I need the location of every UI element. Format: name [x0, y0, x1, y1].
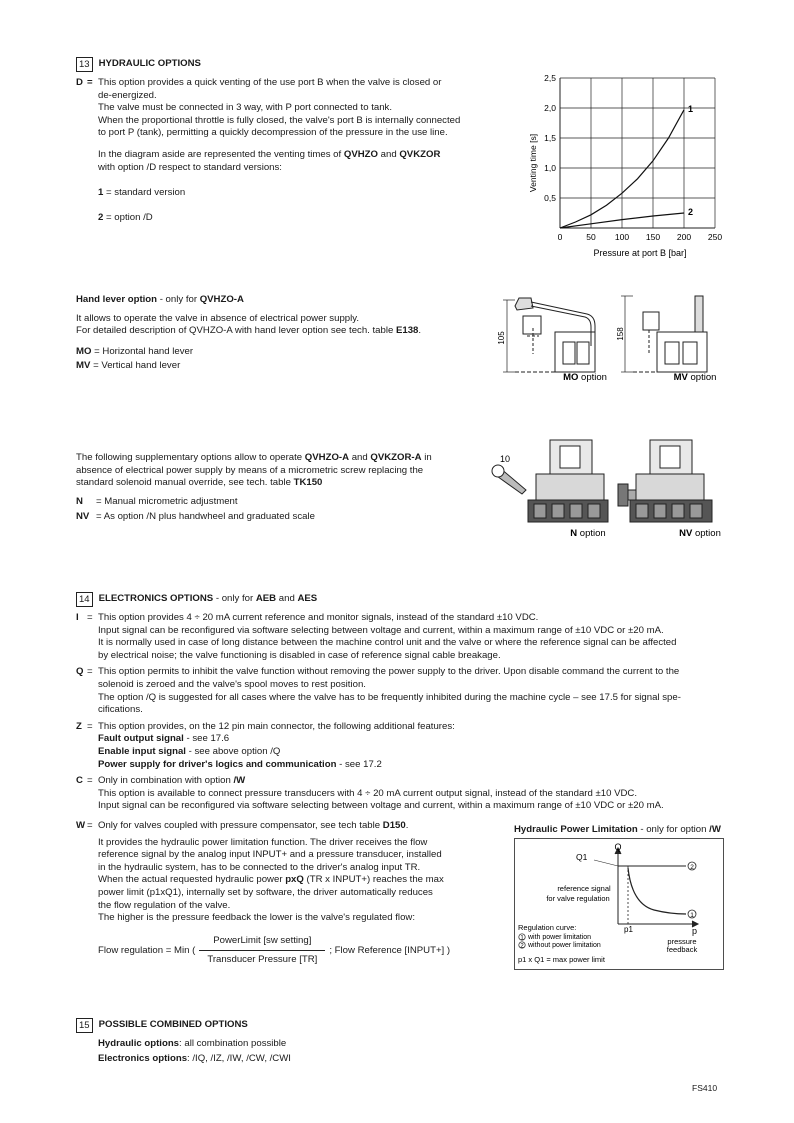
hpl-legend-1-marker: 1: [520, 935, 524, 942]
hand-lever-block: [76, 294, 476, 373]
option-d-line: In the diagram aside are represented the venting times of QVHZO and QVKZOR: [98, 148, 441, 160]
chart-x-tick-label: 0: [557, 232, 563, 242]
option-d-line: This option provides a quick venting of the use port B when the valve is closed or: [98, 77, 442, 88]
option-c: C = Only in combination with option /W This option is available to connect pressure transducers with 4 ÷ 20 mA current output signal, instead of the standard ±10 VDC. Input signal can be reconfigured via software selecting between voltage and current, within a maximum range of ±10 VDC or ±20 mA.: [76, 775, 664, 812]
option-w: W = Only for valves coupled with pressure compensator, see tech table D150. It provides the hydraulic power limitation function. The driver receives the flow reference signal by the analog input INPUT+ and a pressure transducer, installed in the hydraulic system, has to be connected to the driver's analog input TR. When the actual requested hydraulic power pxQ (TR x INPUT+) reaches the max power limit (p1xQ1), internally set by software, the driver automatically reduces the flow regulation of the valve. The higher is the pressure feedback the lower is the valve's regulated flow: Flow regulation = Min ( $\frac{\text{PowerLimit [sw setting]}}{\text{Transducer Pressure [TR]}}$ ; Flow Reference [INPUT+] ): [76, 820, 476, 967]
chart-x-axis-label: Pressure at port B [bar]: [593, 248, 687, 258]
n-option-drawing: [490, 438, 615, 543]
hpl-ref-label: reference signal: [557, 884, 611, 893]
section-title: POSSIBLE COMBINED OPTIONS: [98, 1019, 248, 1031]
option-i: I = This option provides 4 ÷ 20 mA current reference and monitor signals, instead of the standard ±10 VDC. Input signal can be reconfigured via software selecting between voltage and current, within a maximum range of ±10 VDC or ±20 mA. It is normally used in case of long distance between the machine control unit and the valve or where the reference signal can be affected by electrical noise; the valve functioning is disabled in case of reference signal cable breakage.: [76, 612, 677, 661]
hpl-q1-label: Q1: [576, 852, 588, 862]
wrench-size-label: 10: [500, 454, 511, 464]
micrometric-line: absence of electrical power supply by means of a micrometric screw replacing the: [76, 464, 424, 476]
electronics-options-list: [76, 612, 726, 813]
section-title: HYDRAULIC OPTIONS: [98, 58, 201, 70]
hpl-legend-2: without power limitation: [528, 942, 601, 949]
chart-x-tick-label: 200: [676, 232, 692, 242]
chart-y-tick-label: 2,5: [544, 73, 556, 83]
hand-lever-line: It allows to operate the valve in absence of electrical power supply.: [76, 312, 359, 324]
option-z: Z = This option provides, on the 12 pin main connector, the following additional features: Fault output signal - see 17.6 Enable input signal - see above option /Q Power supply for driver's logics and communication - see 17.2: [76, 720, 455, 770]
dim-mo-label: 105: [497, 331, 506, 345]
chart-series: [560, 104, 693, 228]
chart-y-tick-label: 2,0: [544, 103, 556, 113]
chart-tick-labels: [544, 73, 722, 242]
chart-grid: [560, 78, 715, 228]
mo-option-drawing: [495, 292, 620, 387]
dim-mv-label: 158: [616, 327, 625, 341]
option-d-line: The valve must be connected in 3 way, with P port connected to tank.: [98, 102, 393, 114]
micrometric-line: standard solenoid manual override, see tech. table TK150: [76, 477, 323, 489]
option-key: D: [76, 77, 83, 88]
flow-regulation-formula: Flow regulation = Min ( $\frac{\text{PowerLimit [sw setting]}}{\text{Transducer Pressure [TR]}}$ ; Flow Reference [INPUT+] ): [98, 934, 451, 966]
version-2-line: 2 = option /D: [98, 211, 153, 223]
chart-y-tick-label: 0,5: [544, 193, 556, 203]
chart-x-tick-label: 250: [707, 232, 723, 242]
hpl-diagram: [514, 838, 724, 970]
hpl-curve-1-marker: 1: [690, 912, 694, 919]
hpl-q-axis-label: Q: [614, 842, 622, 852]
nv-option-drawing: [612, 438, 727, 543]
hpl-p1-label: p1: [624, 925, 633, 934]
chart-y-tick-label: 1,0: [544, 163, 556, 173]
section-title: ELECTRONICS OPTIONS - only for AEB and AES: [98, 593, 318, 605]
mo-option-line: MO = Horizontal hand lever: [76, 345, 194, 357]
handwheel-icon: [618, 484, 628, 506]
option-d-line: with option /D respect to standard versions:: [98, 161, 282, 173]
n-option-line: N = Manual micrometric adjustment: [76, 495, 238, 507]
nv-option-line: NV = As option /N plus handwheel and graduated scale: [76, 511, 315, 523]
section-14-heading: [76, 592, 317, 607]
mo-caption: MO option: [563, 372, 607, 383]
section-15-heading: [76, 1018, 248, 1033]
combined-options: [98, 1038, 498, 1065]
hpl-pressure-label: pressure: [667, 937, 697, 946]
chart-y-axis-label: Venting time [s]: [528, 133, 538, 193]
section-number: 14: [76, 592, 93, 607]
electronics-combined-line: Electronics options: /IQ, /IZ, /IW, /CW, /CWI: [98, 1052, 291, 1064]
micrometric-line: The following supplementary options allow to operate QVHZO-A and QVKZOR-A in: [76, 452, 432, 463]
option-d-line: When the proportional throttle is fully closed, the valve's port B is internally connected: [98, 114, 461, 126]
option-d-line: to port P (tank), permitting a quickly decompression of the pressure in the use line.: [98, 127, 448, 139]
chart-series-2-label: 2: [688, 207, 694, 217]
mv-caption: MV option: [673, 372, 717, 383]
section-number: 15: [76, 1018, 93, 1033]
chart-x-tick-label: 100: [614, 232, 630, 242]
page-code: FS410: [692, 1083, 718, 1093]
hpl-pressure-label: feedback: [666, 945, 698, 954]
hpl-p-axis-label: p: [692, 926, 698, 936]
chart-x-tick-label: 50: [586, 232, 596, 242]
hpl-ref-label: for valve regulation: [546, 894, 610, 903]
hpl-reg-title: Regulation curve:: [518, 923, 577, 932]
mv-option-drawing: [615, 292, 725, 387]
option-separator: =: [87, 77, 93, 88]
micrometric-block: [76, 452, 476, 524]
venting-time-chart: [520, 68, 730, 263]
option-q: Q = This option permits to inhibit the valve function without removing the power supply to the driver. Upon disable command the current to the solenoid is zeroed and the valve's spool moves to rest position. The option /Q is suggested for all cases where the valve has to be frequently inhibited during the machine cycle – see 17.5 for signal spe- cifications.: [76, 666, 681, 716]
section-number: 13: [76, 57, 93, 72]
mv-option-line: MV = Vertical hand lever: [76, 360, 181, 372]
n-caption: N option: [570, 528, 606, 539]
chart-y-tick-label: 1,5: [544, 133, 556, 143]
hydraulic-combined-line: Hydraulic options: all combination possible: [98, 1038, 287, 1049]
hpl-legend-1: with power limitation: [528, 934, 592, 941]
hand-lever-title: Hand lever option - only for QVHZO-A: [76, 294, 244, 305]
hpl-formula: p1 x Q1 = max power limit: [518, 955, 605, 964]
chart-series-1-label: 1: [688, 103, 694, 114]
chart-x-tick-label: 150: [645, 232, 661, 242]
hpl-curve-2-marker: 2: [690, 864, 694, 871]
version-1-line: 1 = standard version: [98, 187, 186, 199]
section-13-heading: [76, 57, 201, 72]
hpl-title: Hydraulic Power Limitation - only for option /W: [514, 824, 721, 835]
option-d-line: de-energized.: [98, 89, 157, 101]
option-d-block: [76, 77, 476, 224]
nv-caption: NV option: [679, 528, 721, 539]
hand-lever-line: For detailed description of QVHZO-A with hand lever option see tech. table E138.: [76, 325, 422, 337]
hpl-legend-2-marker: 2: [520, 943, 524, 950]
